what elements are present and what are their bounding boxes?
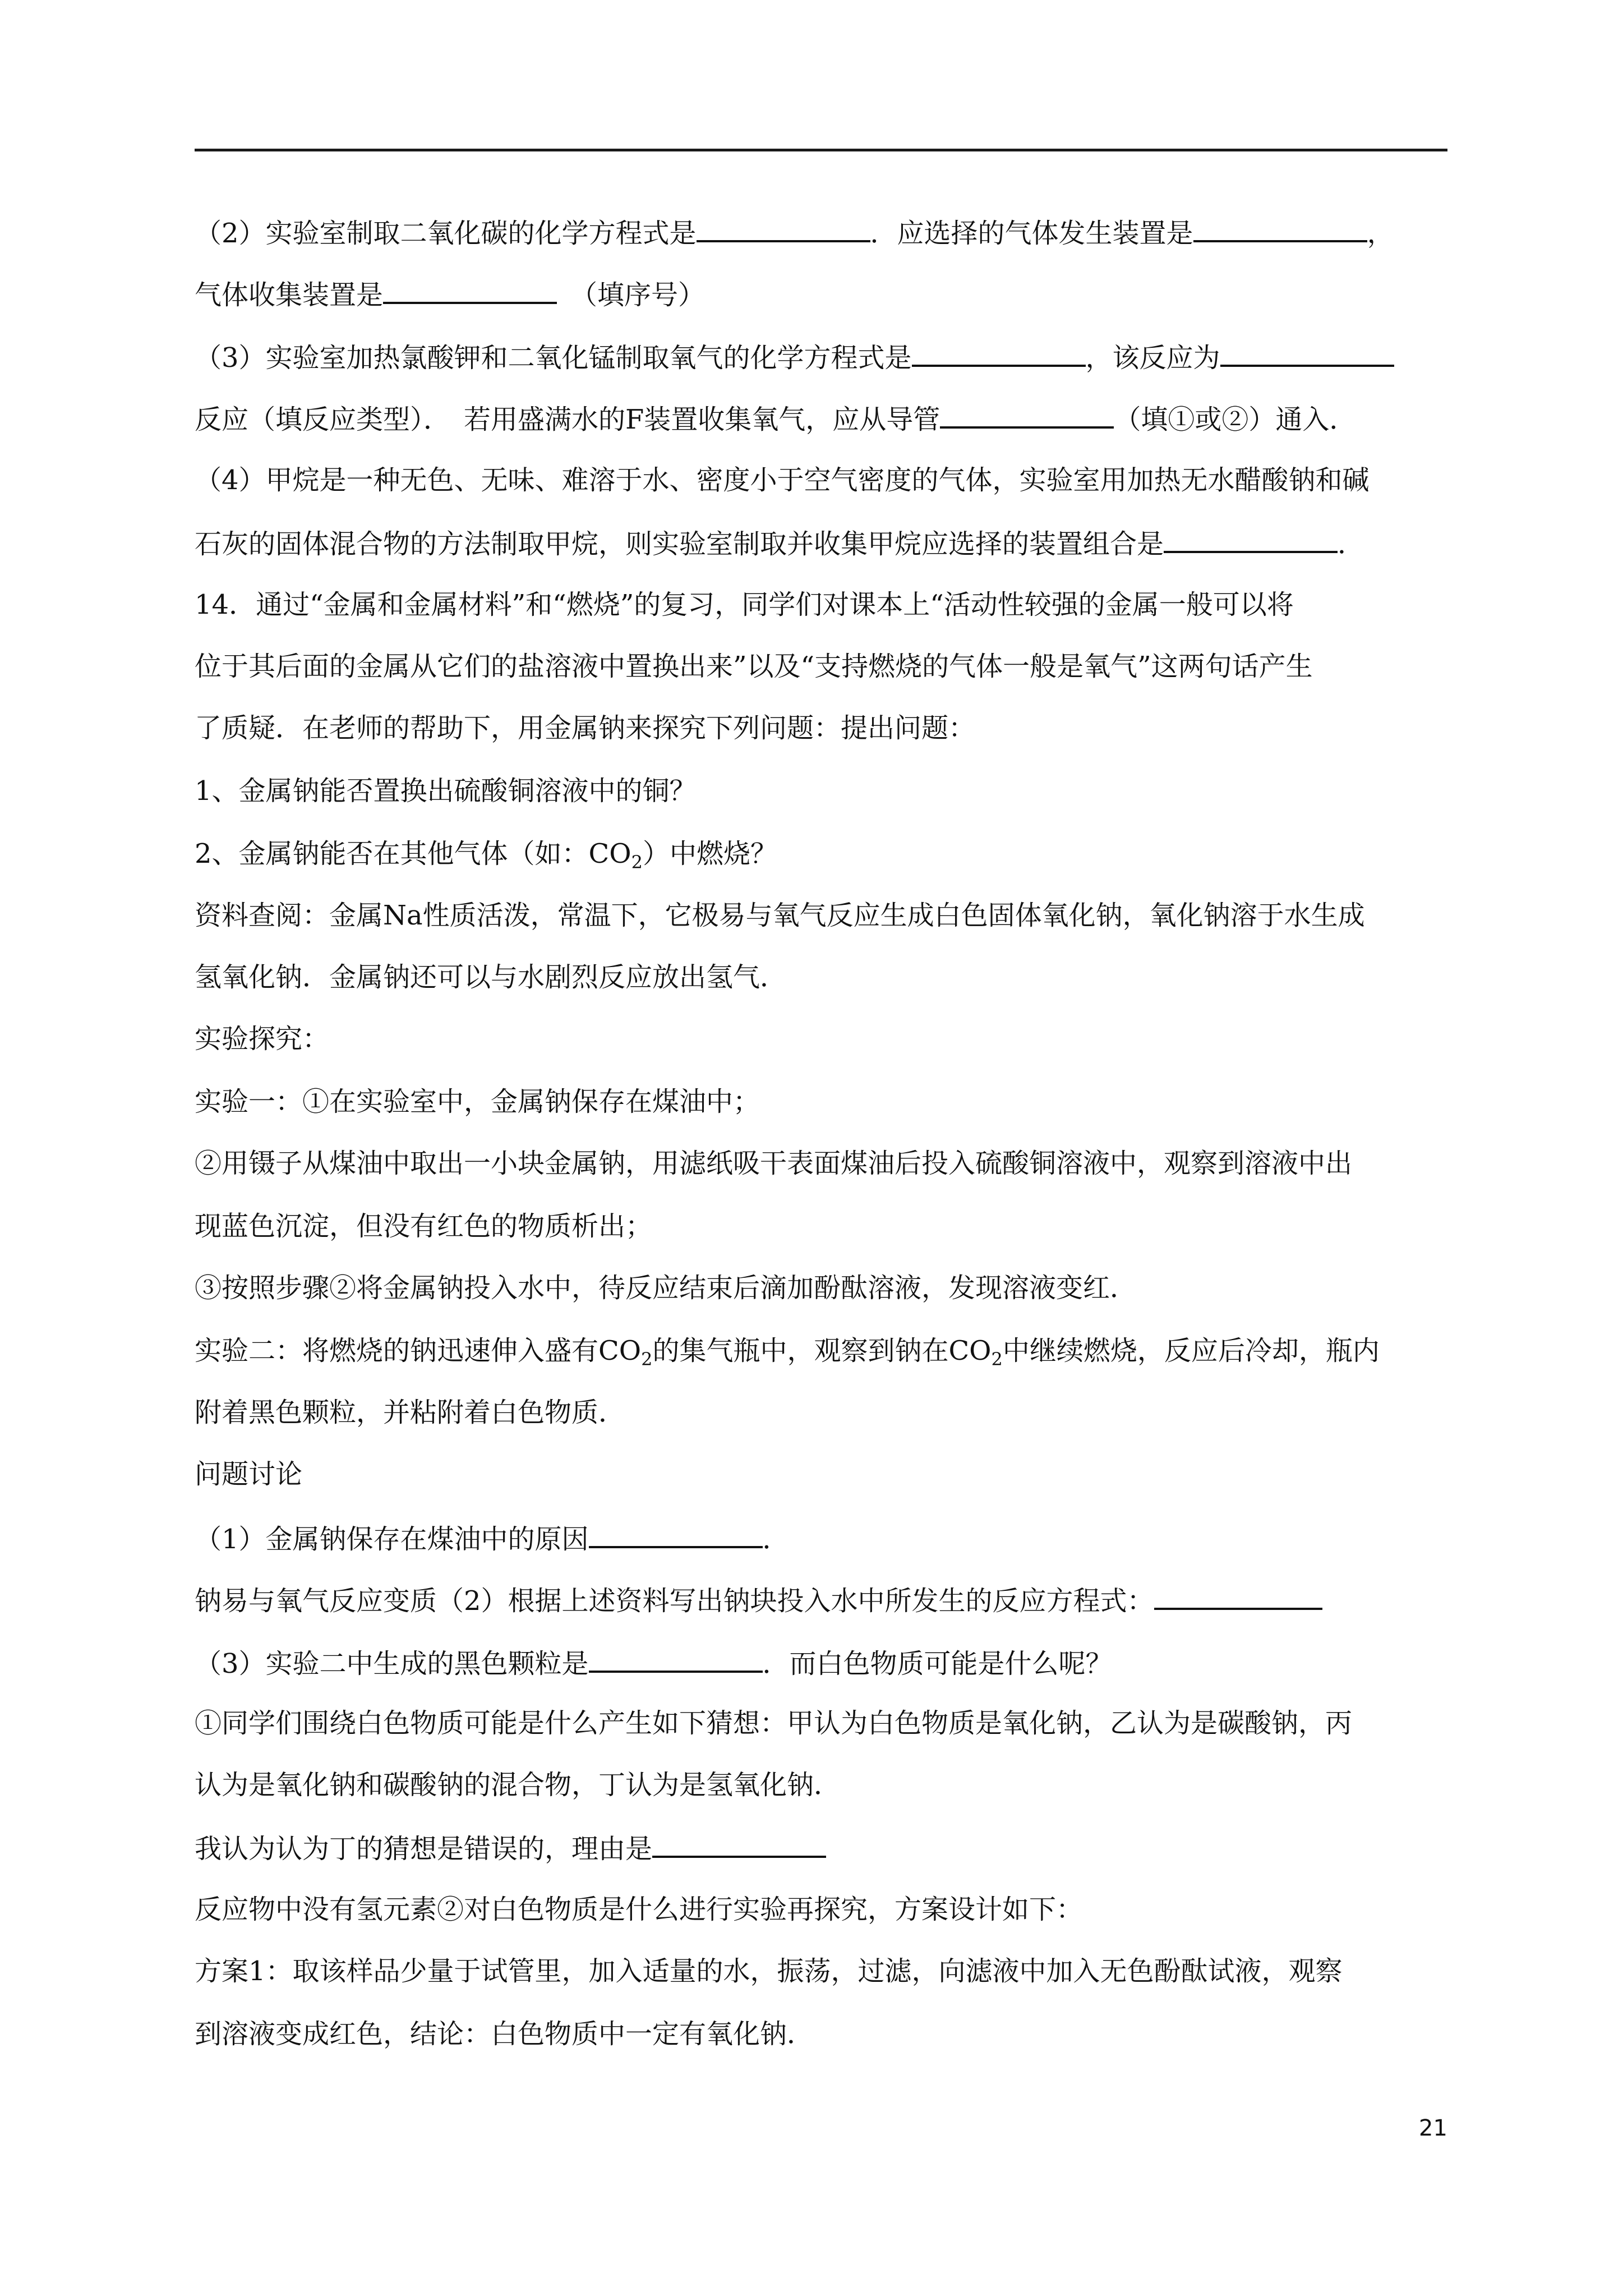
text-line-d3 <box>195 1645 1447 1678</box>
answer-blank[interactable] <box>697 214 870 242</box>
subscript: 2 <box>641 1349 653 1370</box>
text-line-exp1-2a <box>195 1147 1447 1180</box>
text-segment: 氢氧化钠．金属钠还可以与水剧烈反应放出氢气． <box>195 961 787 993</box>
text-line-q14-c <box>195 711 1447 745</box>
text-line-issue-1 <box>195 774 1447 808</box>
answer-blank[interactable] <box>1154 1582 1322 1610</box>
text-segment: （3）实验室加热氯酸钾和二氧化锰制取氧气的化学方程式是 <box>195 342 912 374</box>
answer-blank[interactable] <box>1193 214 1367 242</box>
text-segment: （填序号） <box>557 279 706 311</box>
text-line-g1-b <box>195 1768 1447 1802</box>
text-segment: 石灰的固体混合物的方法制取甲烷，则实验室制取并收集甲烷应选择的装置组合是 <box>195 528 1164 560</box>
text-line-q14-b <box>195 650 1447 683</box>
subscript: 2 <box>631 852 643 873</box>
text-segment: 了质疑．在老师的帮助下，用金属钠来探究下列问题：提出问题： <box>195 712 976 744</box>
text-segment: 我认为认为丁的猜想是错误的，理由是 <box>195 1833 653 1865</box>
answer-blank[interactable] <box>1220 339 1394 367</box>
text-segment: 位于其后面的金属从它们的盐溶液中置换出来”以及“支持燃烧的气体一般是氧气”这两句话产生 <box>195 651 1313 682</box>
text-line-issue-2 <box>195 837 1447 871</box>
text-segment: 1、金属钠能否置换出硫酸铜溶液中的铜？ <box>195 775 697 807</box>
page-number: 21 <box>1419 2115 1447 2141</box>
text-segment: （填①或②）通入． <box>1114 404 1357 435</box>
text-segment: ． <box>1338 528 1365 560</box>
answer-blank[interactable] <box>589 1645 763 1673</box>
text-line-explore <box>195 1022 1447 1056</box>
text-line-g2 <box>195 1830 1447 1864</box>
text-line-p1-a <box>195 1954 1447 1988</box>
text-segment: 反应物中没有氢元素②对白色物质是什么进行实验再探究，方案设计如下： <box>195 1894 1083 1925</box>
text-segment: ． <box>762 1524 790 1555</box>
text-segment: 钠易与氧气反应变质（2）根据上述资料写出钠块投入水中所发生的反应方程式： <box>195 1585 1154 1617</box>
text-segment: 中继续燃烧，反应后冷却，瓶内 <box>1002 1335 1380 1366</box>
text-segment: 现蓝色沉淀，但没有红色的物质析出； <box>195 1211 653 1242</box>
text-line-g1-a <box>195 1706 1447 1740</box>
text-segment: 气体收集装置是 <box>195 279 384 311</box>
text-segment: （4）甲烷是一种无色、无味、难溶于水、密度小于空气密度的气体，实验室用加热无水醋酸钠和碱 <box>195 464 1370 496</box>
text-line-exp1-2b <box>195 1209 1447 1243</box>
text-line-d2 <box>195 1582 1447 1616</box>
text-line-g3 <box>195 1893 1447 1926</box>
header-rule <box>195 149 1447 151</box>
text-segment: 认为是氧化钠和碳酸钠的混合物，丁认为是氢氧化钠． <box>195 1769 841 1801</box>
text-segment: 实验二：将燃烧的钠迅速伸入盛有CO <box>195 1335 642 1366</box>
text-segment: 实验探究： <box>195 1023 330 1055</box>
text-line-q2-a <box>195 214 1447 248</box>
text-line-info-a <box>195 899 1447 932</box>
answer-blank[interactable] <box>912 339 1086 367</box>
text-segment: ．应选择的气体发生装置是 <box>870 218 1193 249</box>
text-segment: ， <box>1367 218 1394 249</box>
text-segment: ②用镊子从煤油中取出一小块金属钠，用滤纸吸干表面煤油后投入硫酸铜溶液中，观察到溶液中出 <box>195 1148 1353 1179</box>
text-line-q3-b <box>195 401 1447 434</box>
text-line-p1-b <box>195 2017 1447 2051</box>
text-segment: （3）实验二中生成的黑色颗粒是 <box>195 1648 589 1680</box>
text-segment: ．而白色物质可能是什么呢？ <box>762 1648 1113 1680</box>
text-segment: 方案1：取该样品少量于试管里，加入适量的水，振荡，过滤，向滤液中加入无色酚酞试液，观察 <box>195 1955 1343 1987</box>
text-segment: （1）金属钠保存在煤油中的原因 <box>195 1524 589 1555</box>
text-line-q2-b <box>195 276 1447 310</box>
text-segment: 反应（填反应类型）． 若用盛满水的F装置收集氧气，应从导管 <box>195 404 940 435</box>
subscript: 2 <box>991 1349 1003 1370</box>
text-segment: 14．通过“金属和金属材料”和“燃烧”的复习，同学们对课本上“活动性较强的金属一般可以将 <box>195 589 1294 620</box>
answer-blank[interactable] <box>1164 525 1338 553</box>
text-segment: ③按照步骤②将金属钠投入水中，待反应结束后滴加酚酞溶液，发现溶液变红． <box>195 1272 1137 1304</box>
text-segment: ，该反应为 <box>1085 342 1220 374</box>
answer-blank[interactable] <box>652 1830 826 1858</box>
text-line-q3-a <box>195 339 1447 372</box>
text-line-d1 <box>195 1520 1447 1554</box>
text-line-exp1-3 <box>195 1271 1447 1305</box>
text-segment: （2）实验室制取二氧化碳的化学方程式是 <box>195 218 697 249</box>
answer-blank[interactable] <box>589 1520 763 1548</box>
text-segment: 到溶液变成红色，结论：白色物质中一定有氧化钠． <box>195 2018 814 2050</box>
text-line-q4-b <box>195 525 1447 559</box>
text-segment: 的集气瓶中，观察到钠在CO <box>652 1335 992 1366</box>
text-segment: ①同学们围绕白色物质可能是什么产生如下猜想：甲认为白色物质是氧化钠，乙认为是碳酸钠，丙 <box>195 1708 1353 1739</box>
text-segment: 附着黑色颗粒，并粘附着白色物质． <box>195 1397 626 1428</box>
text-line-info-b <box>195 960 1447 994</box>
text-line-discuss <box>195 1457 1447 1491</box>
text-segment: ）中燃烧？ <box>642 838 777 869</box>
answer-blank[interactable] <box>383 276 557 304</box>
text-line-exp1-1 <box>195 1085 1447 1119</box>
text-segment: 2、金属钠能否在其他气体（如：CO <box>195 838 631 869</box>
text-segment: 问题讨论 <box>195 1458 303 1490</box>
text-line-exp2-b <box>195 1396 1447 1429</box>
text-line-exp2-a <box>195 1334 1447 1368</box>
answer-blank[interactable] <box>940 401 1114 429</box>
text-segment: 资料查阅：金属Na性质活泼，常温下，它极易与氧气反应生成白色固体氧化钠，氧化钠溶于水生成 <box>195 900 1365 931</box>
text-segment: 实验一：①在实验室中，金属钠保存在煤油中； <box>195 1086 760 1117</box>
text-line-q4-a <box>195 463 1447 497</box>
text-line-q14-a <box>195 588 1447 622</box>
